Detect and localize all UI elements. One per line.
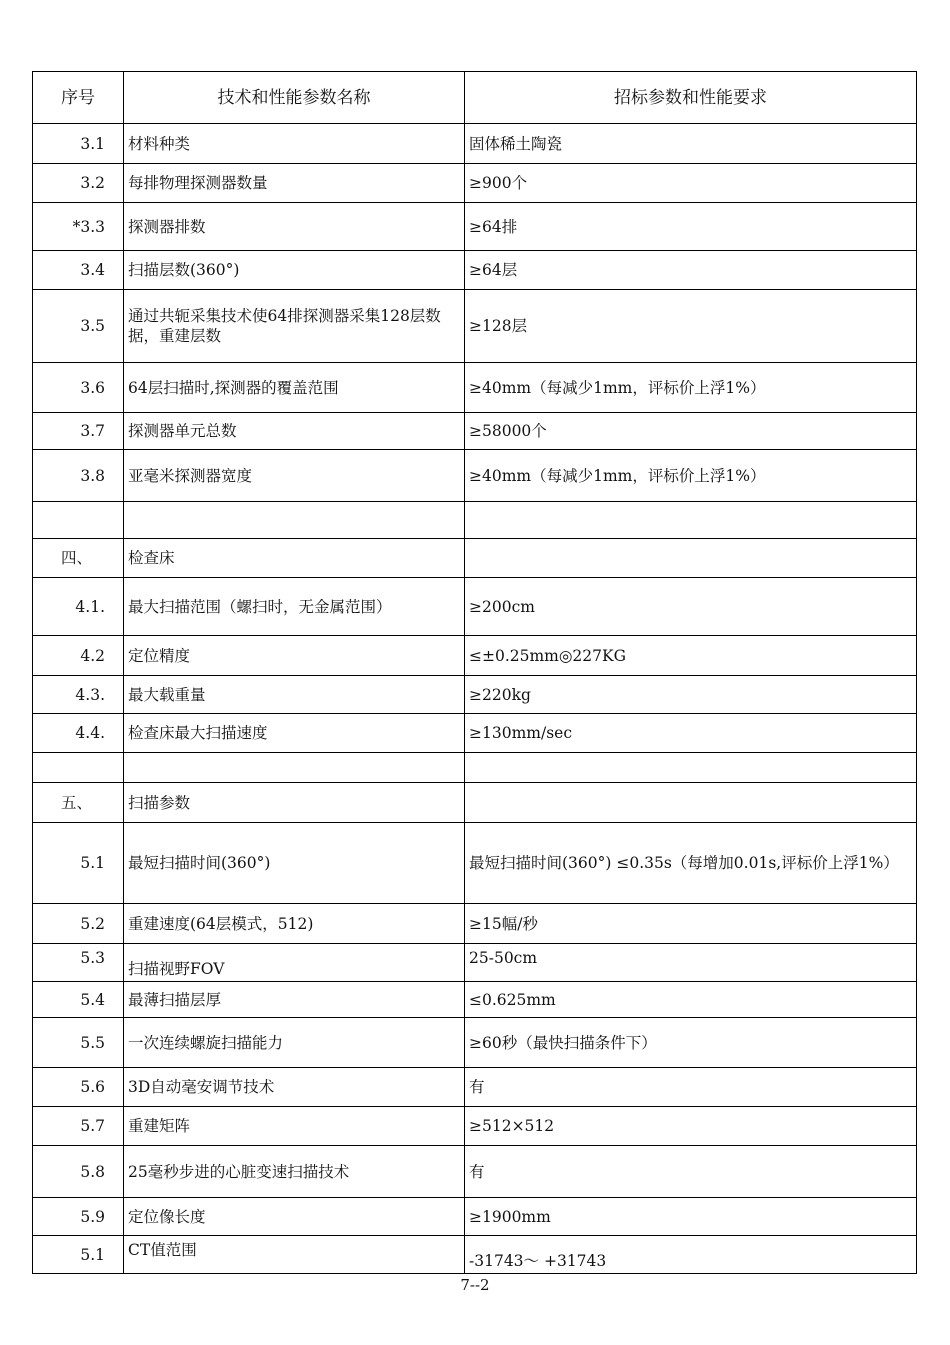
row-req: ≥64层	[465, 251, 917, 290]
row-name: 扫描视野FOV	[124, 944, 465, 982]
row-req	[465, 539, 917, 578]
row-name: 定位精度	[124, 636, 465, 676]
row-name: 探测器排数	[124, 203, 465, 251]
table-row-empty	[33, 753, 917, 783]
row-req: ≥60秒（最快扫描条件下）	[465, 1018, 917, 1068]
row-no: 5.1	[33, 1236, 124, 1274]
row-req: ≥128层	[465, 290, 917, 363]
table-row	[33, 203, 917, 251]
table-row	[33, 124, 917, 164]
table-row	[33, 1236, 917, 1274]
section-name: 扫描参数	[124, 783, 465, 823]
row-name: 定位像长度	[124, 1198, 465, 1236]
table-row	[33, 1018, 917, 1068]
table-row	[33, 290, 917, 363]
header-param-name: 技术和性能参数名称	[124, 72, 465, 124]
row-req: ≥130mm/sec	[465, 714, 917, 753]
row-no: 5.6	[33, 1068, 124, 1107]
row-name	[124, 753, 465, 783]
table-row	[33, 676, 917, 714]
row-no: 5.3	[33, 944, 124, 982]
row-name: 探测器单元总数	[124, 413, 465, 450]
row-no	[33, 502, 124, 539]
row-no: 5.1	[33, 823, 124, 904]
table-row	[33, 578, 917, 636]
row-no: 4.4.	[33, 714, 124, 753]
row-req: ≥40mm（每减少1mm，评标价上浮1%）	[465, 450, 917, 502]
row-req: ≤±0.25mm◎227KG	[465, 636, 917, 676]
section-no: 四、	[33, 539, 124, 578]
row-no: 5.9	[33, 1198, 124, 1236]
table-row	[33, 714, 917, 753]
row-name: 最薄扫描层厚	[124, 982, 465, 1018]
table-row	[33, 823, 917, 904]
row-name: 64层扫描时,探测器的覆盖范围	[124, 363, 465, 413]
row-req: 最短扫描时间(360°) ≤0.35s（每增加0.01s,评标价上浮1%）	[465, 823, 917, 904]
row-req: ≥15幅/秒	[465, 904, 917, 944]
row-name: 重建矩阵	[124, 1107, 465, 1146]
table-row	[33, 363, 917, 413]
row-no: 3.2	[33, 164, 124, 203]
row-req: ≥900个	[465, 164, 917, 203]
spec-sheet	[32, 71, 916, 1274]
row-no: 5.7	[33, 1107, 124, 1146]
row-req: ≥200cm	[465, 578, 917, 636]
table-row	[33, 450, 917, 502]
header-no: 序号	[33, 72, 124, 124]
row-name: 扫描层数(360°)	[124, 251, 465, 290]
row-name: 检查床最大扫描速度	[124, 714, 465, 753]
row-no: 3.4	[33, 251, 124, 290]
row-name: 最大扫描范围（螺扫时，无金属范围）	[124, 578, 465, 636]
table-row	[33, 1198, 917, 1236]
table-row	[33, 944, 917, 982]
row-req: 有	[465, 1068, 917, 1107]
row-name: 每排物理探测器数量	[124, 164, 465, 203]
row-no: 5.5	[33, 1018, 124, 1068]
row-no: 3.8	[33, 450, 124, 502]
section-row	[33, 539, 917, 578]
row-req	[465, 783, 917, 823]
row-req: ≥58000个	[465, 413, 917, 450]
table-row	[33, 636, 917, 676]
row-req: ≥64排	[465, 203, 917, 251]
row-req	[465, 753, 917, 783]
table-row	[33, 1146, 917, 1198]
section-name: 检查床	[124, 539, 465, 578]
section-no: 五、	[33, 783, 124, 823]
row-req: ≤0.625mm	[465, 982, 917, 1018]
row-no: 3.5	[33, 290, 124, 363]
table-row	[33, 1068, 917, 1107]
row-req: ≥220kg	[465, 676, 917, 714]
row-no: 3.6	[33, 363, 124, 413]
row-name: 3D自动毫安调节技术	[124, 1068, 465, 1107]
row-no: 5.8	[33, 1146, 124, 1198]
row-name: 一次连续螺旋扫描能力	[124, 1018, 465, 1068]
row-no: 4.1.	[33, 578, 124, 636]
row-no: 4.2	[33, 636, 124, 676]
row-name	[124, 502, 465, 539]
row-no: 4.3.	[33, 676, 124, 714]
row-name: 重建速度(64层模式，512)	[124, 904, 465, 944]
table-row	[33, 164, 917, 203]
section-row	[33, 783, 917, 823]
row-name: 材料种类	[124, 124, 465, 164]
row-name: 最短扫描时间(360°)	[124, 823, 465, 904]
table-row	[33, 982, 917, 1018]
header-requirement: 招标参数和性能要求	[465, 72, 917, 124]
page-number: 7--2	[460, 1276, 490, 1294]
row-req: 有	[465, 1146, 917, 1198]
table-row	[33, 251, 917, 290]
row-no: *3.3	[33, 203, 124, 251]
row-no: 5.4	[33, 982, 124, 1018]
table-row	[33, 413, 917, 450]
row-req: 25-50cm	[465, 944, 917, 982]
row-req: -31743～ +31743	[465, 1236, 917, 1274]
row-no: 3.1	[33, 124, 124, 164]
row-no: 3.7	[33, 413, 124, 450]
row-req: ≥40mm（每减少1mm，评标价上浮1%）	[465, 363, 917, 413]
row-req: ≥512×512	[465, 1107, 917, 1146]
row-name: 25毫秒步进的心脏变速扫描技术	[124, 1146, 465, 1198]
row-req: ≥1900mm	[465, 1198, 917, 1236]
spec-table	[32, 71, 917, 1274]
table-header-row	[33, 72, 917, 124]
row-name: 亚毫米探测器宽度	[124, 450, 465, 502]
row-req	[465, 502, 917, 539]
row-name: 通过共轭采集技术使64排探测器采集128层数据，重建层数	[124, 290, 465, 363]
row-no	[33, 753, 124, 783]
table-row	[33, 1107, 917, 1146]
table-row-empty	[33, 502, 917, 539]
row-no: 5.2	[33, 904, 124, 944]
table-row	[33, 904, 917, 944]
row-name: 最大载重量	[124, 676, 465, 714]
row-req: 固体稀土陶瓷	[465, 124, 917, 164]
row-name: CT值范围	[124, 1236, 465, 1274]
